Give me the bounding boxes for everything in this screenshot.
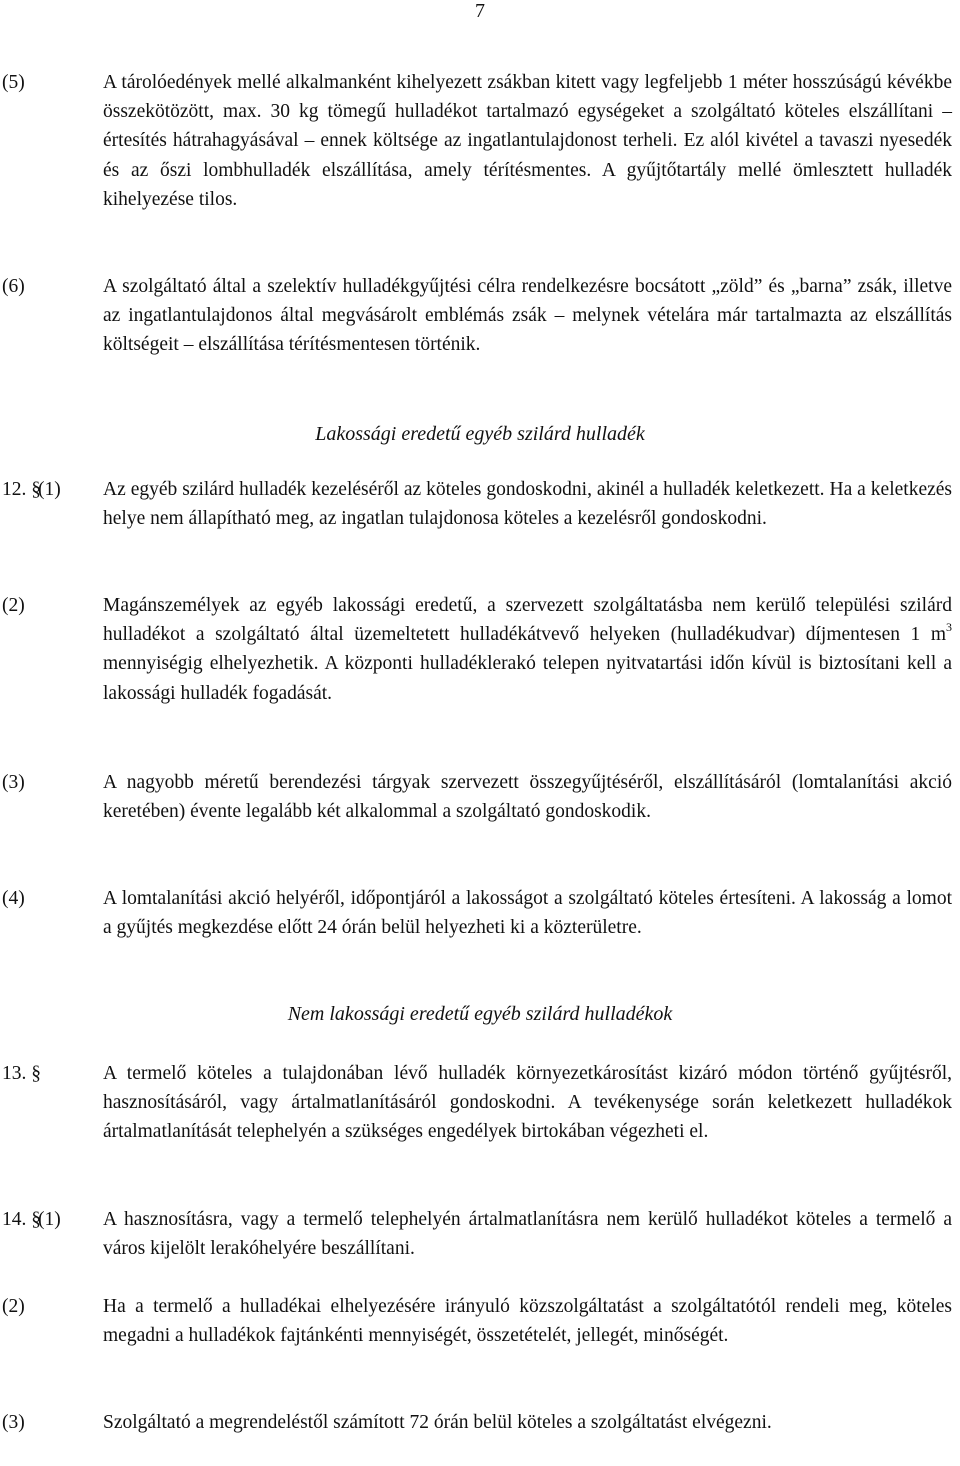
text-before-superscript: Magánszemélyek az egyéb lakossági eredetű, a szervezett szolgáltatásba nem kerülő települési szilárd hulladékot a szolgáltató által üzemeltetett hulladékátvevő helyeken (hulladékudvar) díjmentesen 1 m [103, 595, 952, 646]
section-heading-lakossagi: Lakossági eredetű egyéb szilárd hulladék [315, 423, 645, 445]
superscript: 3 [946, 620, 952, 635]
paragraph-label [2, 1059, 41, 1088]
paragraph-text: A termelő köteles a tulajdonában lévő hulladék környezetkárosítást kizáró módon történő gyűjtésről, hasznosításáról, vagy ártalmatlanításáról gondoskodni. A tevékenysége során keletkezett hulladékok ártalmatlanítását telephelyén a szükséges engedélyek birtokában végezheti el. [103, 1063, 952, 1143]
paragraph-label [2, 1205, 61, 1234]
subsection-number: (1) [38, 479, 61, 500]
paragraph-text: A tárolóedények mellé alkalmanként kihelyezett zsákban kitett vagy legfeljebb 1 méter hosszúságú kévékbe összekötözött, max. 30 kg tömegű hulladékot tartalmazó egységeket a szolgáltató köteles elszállítani – értesítés hátrahagyásával – ennek költsége az ingatlantulajdonost terheli. Ez alól kivétel a tavaszi nyesedék és az őszi lombhulladék elszállítása, amely térítésmentes. A gyűjtőtartály mellé ömlesztett hulladék kihelyezése tilos. [103, 72, 952, 210]
section-number: 12. § [2, 479, 41, 500]
paragraph-text [103, 591, 952, 708]
section-number: 13. § [2, 1063, 41, 1084]
paragraph-label: (3) [2, 1412, 25, 1433]
paragraph-text: A lomtalanítási akció helyéről, időpontjáról a lakosságot a szolgáltató köteles értesíteni. A lakosság a lomot a gyűjtés megkezdése előtt 24 órán belül helyezheti ki a közterületre. [103, 888, 952, 939]
paragraph-label [2, 475, 61, 504]
paragraph-text: A hasznosításra, vagy a termelő telephelyén ártalmatlanításra nem kerülő hulladékot köteles a termelő a város kijelölt lerakóhelyére beszállítani. [103, 1209, 952, 1260]
paragraph-label: (3) [2, 772, 25, 793]
paragraph-label: (4) [2, 888, 25, 909]
paragraph-text: Szolgáltató a megrendeléstől számított 72 órán belül köteles a szolgáltatást elvégezni. [103, 1412, 772, 1433]
paragraph-label: (6) [2, 276, 25, 297]
section-number: 14. § [2, 1209, 41, 1230]
section-heading-nem-lakossagi: Nem lakossági eredetű egyéb szilárd hulladékok [287, 1003, 673, 1025]
paragraph-label: (2) [2, 595, 25, 616]
paragraph-text: A nagyobb méretű berendezési tárgyak szervezett összegyűjtéséről, elszállításáról (lomtalanítási akció keretében) évente legalább két alkalommal a szolgáltató gondoskodik. [103, 772, 952, 823]
paragraph-label: (2) [2, 1296, 25, 1317]
subsection-number: (1) [38, 1209, 61, 1230]
paragraph-text: A szolgáltató által a szelektív hulladékgyűjtési célra rendelkezésre bocsátott „zöld” és „barna” zsák, illetve az ingatlantulajdonos által megvásárolt emblémás zsák – melynek vételára már tartalmazta az elszállítás költségeit – elszállítása térítésmentesen történik. [103, 276, 952, 356]
paragraph-label: (5) [2, 72, 25, 93]
paragraph-text: Ha a termelő a hulladékai elhelyezésére irányuló közszolgáltatást a szolgáltatótól rendeli meg, köteles megadni a hulladékok fajtánkénti mennyiségét, összetételét, jellegét, minőségét. [103, 1296, 952, 1347]
text-after-superscript: mennyiségig elhelyezhetik. A központi hulladéklerakó telepen nyitvatartási időn kívül is biztosítani kell a lakossági hulladék fogadását. [103, 653, 952, 704]
paragraph-text: Az egyéb szilárd hulladék kezeléséről az köteles gondoskodni, akinél a hulladék keletkezett. Ha a keletkezés helye nem állapítható meg, az ingatlan tulajdonosa köteles a kezelésről gondoskodni. [103, 479, 952, 530]
page-number: 7 [475, 0, 485, 22]
